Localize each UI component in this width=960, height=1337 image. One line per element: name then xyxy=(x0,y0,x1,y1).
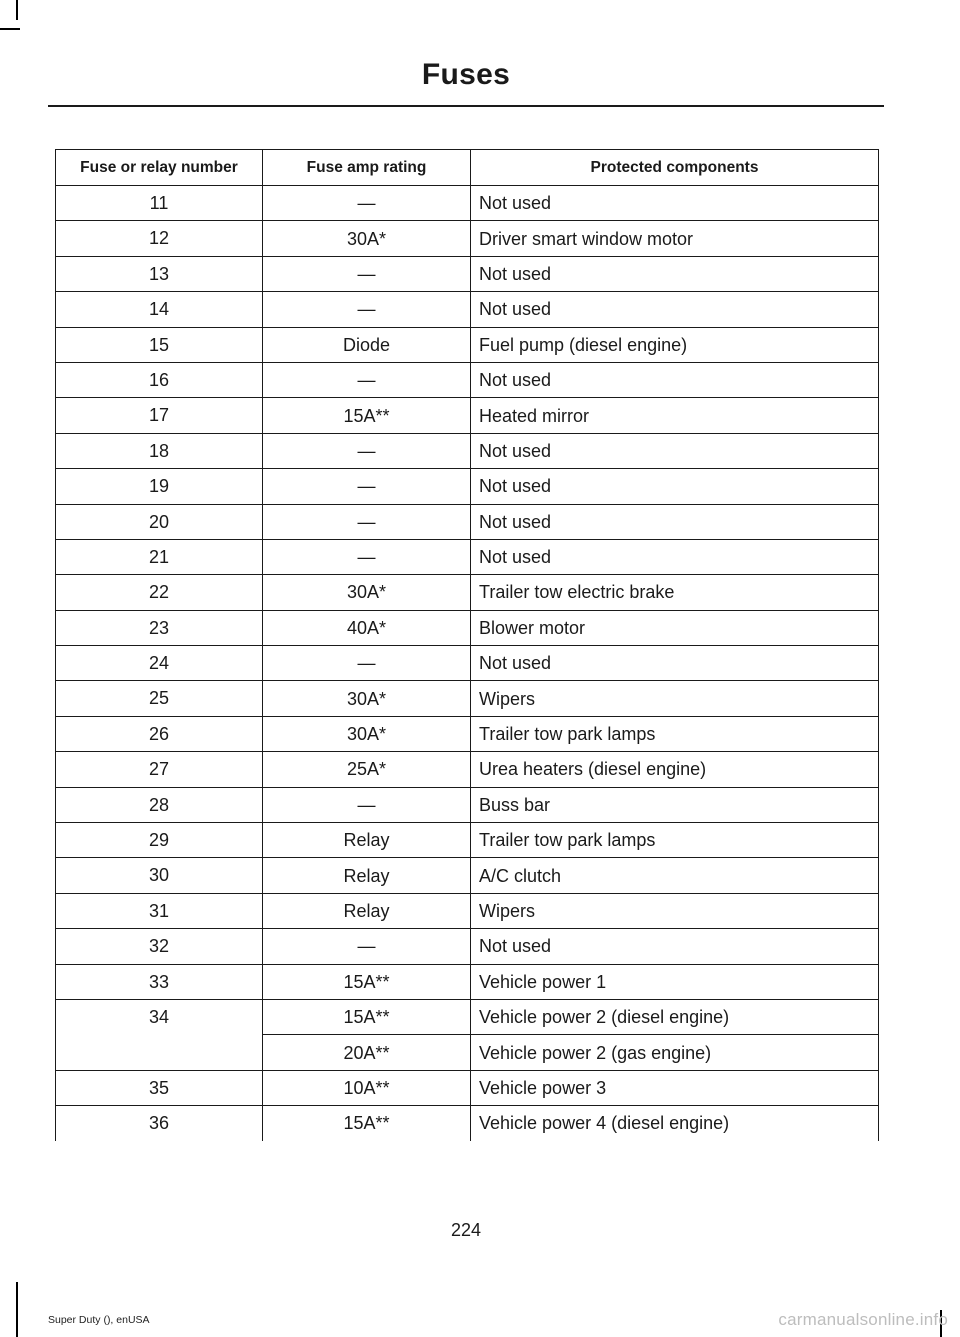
table-row xyxy=(56,999,879,1034)
fuse-number-cell: 33 xyxy=(56,964,263,999)
fuse-number-cell: 21 xyxy=(56,539,263,574)
table-row xyxy=(56,221,879,256)
fuse-number-cell: 25 xyxy=(56,681,263,716)
protected-component-cell: Not used xyxy=(471,504,879,539)
fuse-number-cell: 24 xyxy=(56,646,263,681)
table-row xyxy=(56,575,879,610)
amp-rating-cell: Relay xyxy=(263,823,471,858)
amp-rating-cell: 30A* xyxy=(263,221,471,256)
protected-component-cell: Not used xyxy=(471,433,879,468)
fuse-number-cell: 15 xyxy=(56,327,263,362)
crop-mark xyxy=(16,0,18,20)
fuse-number-cell: 29 xyxy=(56,823,263,858)
table-row xyxy=(56,964,879,999)
fuse-number-cell: 35 xyxy=(56,1070,263,1105)
protected-component-cell: Fuel pump (diesel engine) xyxy=(471,327,879,362)
fuse-number-cell: 22 xyxy=(56,575,263,610)
table-row xyxy=(56,362,879,397)
table-row xyxy=(56,186,879,221)
table-row xyxy=(56,504,879,539)
protected-component-cell: Urea heaters (diesel engine) xyxy=(471,752,879,787)
table-row xyxy=(56,327,879,362)
amp-rating-cell: 15A** xyxy=(263,999,471,1034)
protected-component-cell: Wipers xyxy=(471,893,879,928)
protected-component-cell: Not used xyxy=(471,929,879,964)
fuse-number-cell: 13 xyxy=(56,256,263,291)
fuse-number-cell: 30 xyxy=(56,858,263,893)
crop-mark xyxy=(0,28,20,30)
protected-component-cell: Buss bar xyxy=(471,787,879,822)
table-row xyxy=(56,787,879,822)
amp-rating-cell: 30A* xyxy=(263,575,471,610)
protected-component-cell: Driver smart window motor xyxy=(471,221,879,256)
fuse-number-cell: 31 xyxy=(56,893,263,928)
table-row xyxy=(56,858,879,893)
table-row xyxy=(56,752,879,787)
table-row xyxy=(56,823,879,858)
table-row xyxy=(56,610,879,645)
table-header-row xyxy=(56,150,879,186)
protected-component-cell: Not used xyxy=(471,256,879,291)
fuse-number-cell: 11 xyxy=(56,186,263,221)
table-row xyxy=(56,1070,879,1105)
table-row xyxy=(56,681,879,716)
amp-rating-cell: — xyxy=(263,256,471,291)
fuse-number-cell: 23 xyxy=(56,610,263,645)
amp-rating-cell: — xyxy=(263,433,471,468)
protected-component-cell: Not used xyxy=(471,469,879,504)
amp-rating-cell: 10A** xyxy=(263,1070,471,1105)
amp-rating-cell: — xyxy=(263,186,471,221)
amp-rating-cell: — xyxy=(263,362,471,397)
amp-rating-cell: — xyxy=(263,646,471,681)
amp-rating-cell: 40A* xyxy=(263,610,471,645)
table-row xyxy=(56,646,879,681)
protected-component-cell: Vehicle power 3 xyxy=(471,1070,879,1105)
amp-rating-cell: 30A* xyxy=(263,716,471,751)
amp-rating-cell: 15A** xyxy=(263,964,471,999)
page-title: Fuses xyxy=(421,58,511,91)
protected-component-cell: Not used xyxy=(471,186,879,221)
fuse-number-cell: 14 xyxy=(56,292,263,327)
protected-component-cell: Not used xyxy=(471,539,879,574)
protected-component-cell: Trailer tow park lamps xyxy=(471,823,879,858)
protected-component-cell: Vehicle power 2 (diesel engine) xyxy=(471,999,879,1034)
protected-component-cell: Not used xyxy=(471,646,879,681)
amp-rating-cell: — xyxy=(263,539,471,574)
header-fuse-number: Fuse or relay number xyxy=(56,150,263,186)
protected-component-cell: A/C clutch xyxy=(471,858,879,893)
fuse-table-body xyxy=(56,186,879,1141)
fuse-number-cell: 20 xyxy=(56,504,263,539)
protected-component-cell: Vehicle power 2 (gas engine) xyxy=(471,1035,879,1070)
protected-component-cell: Trailer tow electric brake xyxy=(471,575,879,610)
table-row xyxy=(56,929,879,964)
amp-rating-cell: 15A** xyxy=(263,1106,471,1141)
amp-rating-cell: — xyxy=(263,292,471,327)
table-row xyxy=(56,716,879,751)
amp-rating-cell: — xyxy=(263,787,471,822)
table-row xyxy=(56,539,879,574)
table-row xyxy=(56,398,879,433)
watermark: carmanualsonline.info xyxy=(778,1310,948,1329)
table-row xyxy=(56,469,879,504)
protected-component-cell: Heated mirror xyxy=(471,398,879,433)
amp-rating-cell: 20A** xyxy=(263,1035,471,1070)
amp-rating-cell: 15A** xyxy=(263,398,471,433)
amp-rating-cell: 25A* xyxy=(263,752,471,787)
header-amp-rating: Fuse amp rating xyxy=(263,150,471,186)
protected-component-cell: Blower motor xyxy=(471,610,879,645)
table-row xyxy=(56,433,879,468)
amp-rating-cell: Relay xyxy=(263,858,471,893)
protected-component-cell: Not used xyxy=(471,292,879,327)
fuse-number-cell: 36 xyxy=(56,1106,263,1141)
amp-rating-cell: Relay xyxy=(263,893,471,928)
protected-component-cell: Not used xyxy=(471,362,879,397)
footer-text: Super Duty (), enUSA xyxy=(48,1314,150,1326)
table-row xyxy=(56,256,879,291)
fuse-number-cell: 27 xyxy=(56,752,263,787)
fuse-number-cell: 28 xyxy=(56,787,263,822)
amp-rating-cell: Diode xyxy=(263,327,471,362)
amp-rating-cell: 30A* xyxy=(263,681,471,716)
header-protected-components: Protected components xyxy=(471,150,879,186)
amp-rating-cell: — xyxy=(263,504,471,539)
protected-component-cell: Vehicle power 1 xyxy=(471,964,879,999)
protected-component-cell: Wipers xyxy=(471,681,879,716)
fuse-number-cell: 17 xyxy=(56,398,263,433)
fuse-number-cell: 26 xyxy=(56,716,263,751)
fuse-number-cell: 19 xyxy=(56,469,263,504)
fuse-number-cell: 34 xyxy=(56,999,263,1070)
fuse-number-cell: 16 xyxy=(56,362,263,397)
fuse-number-cell: 32 xyxy=(56,929,263,964)
table-row xyxy=(56,893,879,928)
table-row xyxy=(56,292,879,327)
amp-rating-cell: — xyxy=(263,929,471,964)
protected-component-cell: Vehicle power 4 (diesel engine) xyxy=(471,1106,879,1141)
amp-rating-cell: — xyxy=(263,469,471,504)
protected-component-cell: Trailer tow park lamps xyxy=(471,716,879,751)
crop-mark xyxy=(16,1282,18,1337)
fuse-table xyxy=(55,149,879,1141)
page-number: 224 xyxy=(450,1220,482,1240)
title-divider xyxy=(48,105,884,107)
fuse-number-cell: 18 xyxy=(56,433,263,468)
fuse-number-cell: 12 xyxy=(56,221,263,256)
table-row xyxy=(56,1106,879,1141)
